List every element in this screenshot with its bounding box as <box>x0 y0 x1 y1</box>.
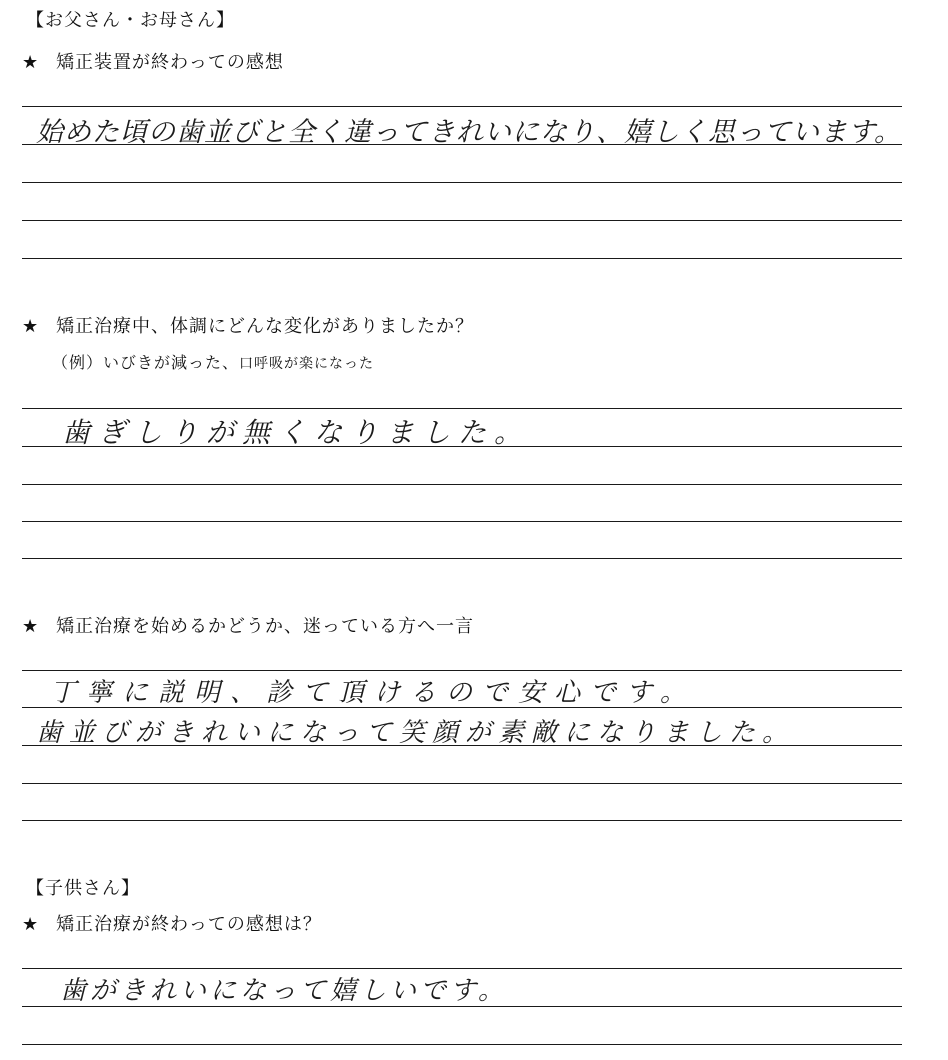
answer-line <box>22 220 902 221</box>
answer-line <box>22 521 902 522</box>
example-suffix: 口呼吸が楽になった <box>239 356 375 372</box>
answer-line <box>22 968 902 969</box>
question-2-example <box>52 350 374 373</box>
answer-line <box>22 258 902 259</box>
handwritten-answer-1: 始めた頃の歯並びと全く違ってきれいになり、嬉しく思っています。 <box>36 117 902 148</box>
answer-line <box>22 106 902 107</box>
answer-line <box>22 670 902 671</box>
question-3-text: 矯正治療を始めるかどうか、迷っている方へ一言 <box>56 616 474 637</box>
answer-line <box>22 783 902 784</box>
answer-line <box>22 484 902 485</box>
answer-line <box>22 182 902 183</box>
handwritten-answer-2: 歯ぎしりが無くなりました。 <box>62 416 531 449</box>
star-icon: ★ <box>22 316 40 337</box>
question-2 <box>22 312 474 338</box>
child-question-1-text: 矯正治療が終わっての感想は？ <box>56 914 322 935</box>
question-1-text: 矯正装置が終わっての感想 <box>56 52 284 73</box>
star-icon: ★ <box>22 52 40 73</box>
handwritten-answer-3-line-2: 歯並びがきれいになって笑顔が素敵になりました。 <box>36 718 796 748</box>
question-1 <box>22 48 284 74</box>
answer-line <box>22 820 902 821</box>
answer-line <box>22 1044 902 1045</box>
handwritten-answer-3-line-1: 丁寧に説明、診て頂けるので安心です。 <box>50 678 696 708</box>
parents-section-heading: 【お父さん・お母さん】 <box>26 10 235 31</box>
example-prefix: （例）いびきが減った、 <box>52 353 240 372</box>
star-icon: ★ <box>22 914 40 935</box>
children-section-heading: 【子供さん】 <box>26 878 140 899</box>
child-question-1 <box>22 910 322 936</box>
question-3 <box>22 612 474 638</box>
answer-line <box>22 408 902 409</box>
star-icon: ★ <box>22 616 40 637</box>
handwritten-child-answer: 歯がきれいになって嬉しいです。 <box>60 976 508 1006</box>
answer-line <box>22 558 902 559</box>
question-2-text: 矯正治療中、体調にどんな変化がありましたか？ <box>56 316 474 337</box>
